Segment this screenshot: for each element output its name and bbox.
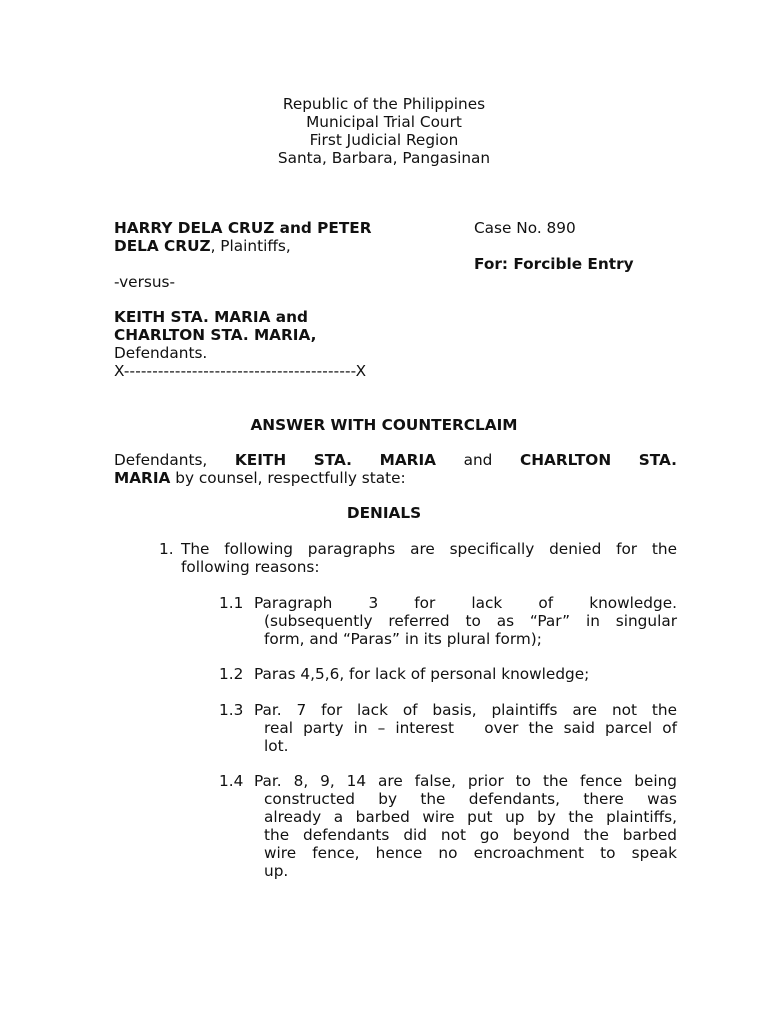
- subitem-1-1-number: 1.1: [219, 594, 244, 612]
- section-heading-denials: DENIALS: [346, 504, 422, 522]
- subitem-1-1-text: [264, 612, 677, 648]
- subitem-line: wire fence, hence no encroachment to speak: [264, 844, 677, 862]
- versus-label: -versus-: [114, 273, 176, 291]
- defendants-block: [114, 308, 434, 380]
- subitem-line: up.: [264, 862, 289, 880]
- plaintiffs-line2: [114, 237, 434, 255]
- case-caption-parties: [114, 219, 434, 255]
- subitem-1-3-text: [264, 719, 677, 755]
- intro-word: Defendants,: [114, 451, 208, 469]
- subitem-line: (subsequently referred to as “Par” in singular: [264, 612, 677, 630]
- defendant-name-part: STA.: [313, 451, 352, 469]
- item-1-text: [181, 540, 677, 576]
- subitem-line: constructed by the defendants, there was: [264, 790, 677, 808]
- subitem-line: real party in – interest over the said parcel of: [264, 719, 677, 737]
- intro-line2: [114, 469, 677, 487]
- defendants-names: KEITH STA. MARIA and: [114, 308, 308, 326]
- defendant-name-part: MARIA: [114, 469, 171, 487]
- header-location: Santa, Barbara, Pangasinan: [277, 149, 491, 167]
- caption-separator: X-----------------------------------------X: [114, 362, 367, 380]
- subitem-1-4-first-line: [254, 772, 677, 790]
- defendant-name-part: CHARLTON: [520, 451, 612, 469]
- subitem-line: the defendants did not go beyond the barbed: [264, 826, 677, 844]
- subitem-line: form, and “Paras” in its plural form);: [264, 630, 542, 648]
- defendant-name-part: KEITH: [234, 451, 287, 469]
- intro-paragraph: [114, 451, 677, 487]
- subitem-line: Paras 4,5,6, for lack of personal knowledge;: [254, 665, 590, 683]
- intro-line1: [114, 451, 677, 469]
- header-court: Municipal Trial Court: [306, 113, 462, 131]
- case-nature: For: Forcible Entry: [474, 255, 634, 273]
- subitem-line: lot.: [264, 737, 289, 755]
- item-1-line: following reasons:: [181, 558, 320, 576]
- court-header: [0, 95, 768, 167]
- defendant-name-part: MARIA: [379, 451, 436, 469]
- subitem-1-4-number: 1.4: [219, 772, 244, 790]
- subitem-1-4-text: [264, 790, 677, 880]
- defendants-names-cont: CHARLTON STA. MARIA,: [114, 326, 317, 344]
- case-number: Case No. 890: [474, 219, 576, 237]
- subitem-1-3-first-line: [254, 701, 677, 719]
- header-region: First Judicial Region: [309, 131, 459, 149]
- plaintiffs-names: HARRY DELA CRUZ and PETER: [114, 219, 372, 237]
- defendants-label: Defendants.: [114, 344, 208, 362]
- subitem-line: already a barbed wire put up by the plaintiffs,: [264, 808, 677, 826]
- defendant-name-part: STA.: [638, 451, 677, 469]
- document-title: ANSWER WITH COUNTERCLAIM: [250, 416, 518, 434]
- header-country: Republic of the Philippines: [282, 95, 486, 113]
- subitem-1-2-number: 1.2: [219, 665, 244, 683]
- subitem-1-2-text: [254, 665, 677, 683]
- intro-word: and: [463, 451, 493, 469]
- subitem-line: Paragraph 3 for lack of knowledge.: [254, 594, 677, 612]
- subitem-1-1-first-line: [254, 594, 677, 612]
- subitem-1-3-number: 1.3: [219, 701, 244, 719]
- item-1-number: 1.: [159, 540, 174, 558]
- intro-text: by counsel, respectfully state:: [170, 469, 406, 487]
- plaintiffs-name-cont: DELA CRUZ: [114, 237, 211, 255]
- item-1-line: The following paragraphs are specifically denied for the: [181, 540, 677, 558]
- subitem-line: Par. 8, 9, 14 are false, prior to the fence being: [254, 772, 677, 790]
- plaintiffs-label: , Plaintiffs,: [210, 237, 291, 255]
- subitem-line: Par. 7 for lack of basis, plaintiffs are not the: [254, 701, 677, 719]
